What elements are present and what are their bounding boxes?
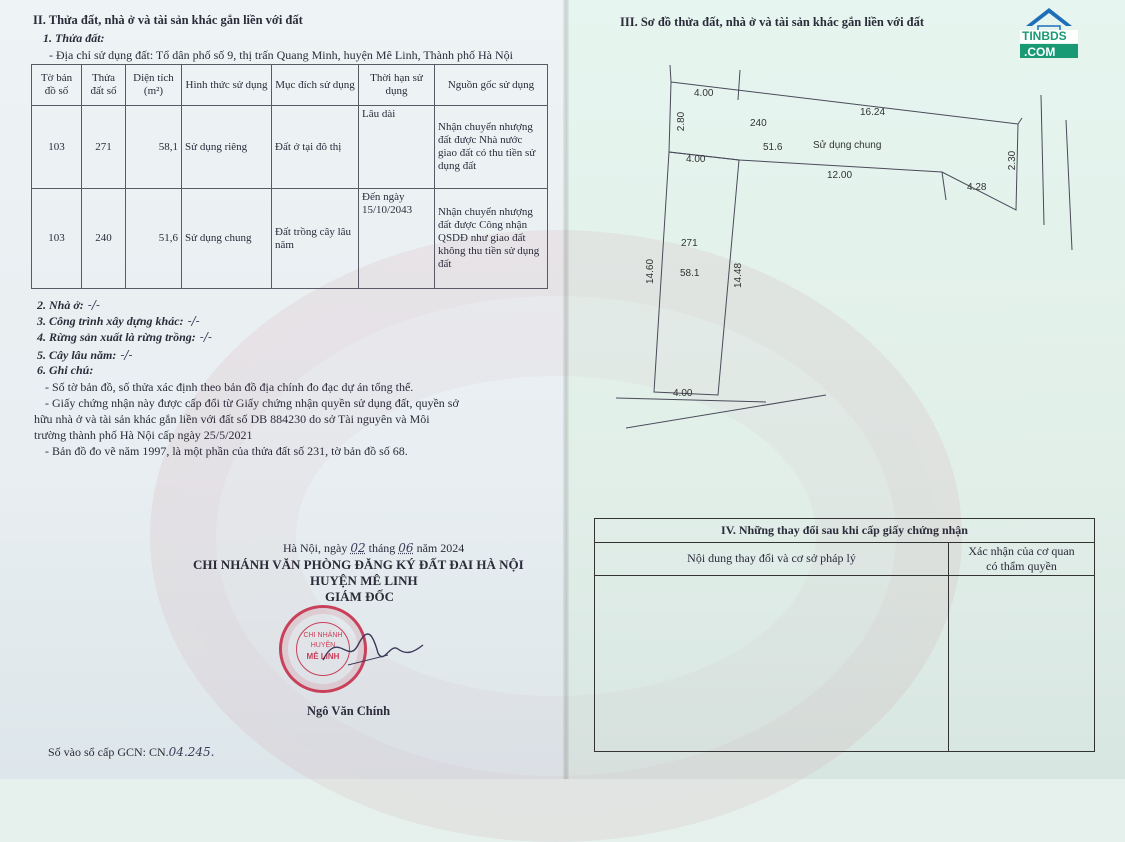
note-line: trường thành phố Hà Nội cấp ngày 25/5/2021 — [34, 428, 253, 442]
land-address: - Địa chỉ sử dụng đất: Tổ dân phố số 9, thị trấn Quang Minh, huyện Mê Linh, Thành phố Hà Nội — [49, 48, 513, 62]
issue-date — [283, 541, 464, 556]
dim-right-small: 2.30 — [1007, 150, 1019, 171]
section-2-title: II. Thửa đất, nhà ở và tài sản khác gắn liền với đất — [33, 13, 303, 27]
dim-top-short: 4.00 — [694, 88, 714, 99]
table-cell: 240 — [82, 189, 126, 289]
item-forest — [37, 328, 212, 346]
table-header: Diện tích (m²) — [126, 65, 182, 106]
parcel-271-area: 58.1 — [680, 268, 700, 279]
parcel-271-number: 271 — [681, 238, 698, 249]
item-label: 2. Nhà ở: — [37, 298, 84, 312]
changes-divider — [948, 542, 949, 751]
note-line: - Bản đồ đo vẽ năm 1997, là một phần của thửa đất số 231, tờ bản đồ số 68. — [45, 444, 408, 458]
parcel-240-usage: Sử dụng chung — [813, 140, 882, 151]
changes-header-row — [595, 542, 1094, 576]
stamp-text: MÊ LINH — [306, 652, 340, 661]
table-cell: Nhận chuyển nhượng đất được Công nhận QSDĐ như giao đất không thu tiền sử dụng đất — [435, 189, 548, 289]
changes-table — [594, 518, 1095, 752]
note-line: - Số tờ bản đồ, số thửa xác định theo bản đồ địa chính đo đạc dự án tổng thể. — [45, 380, 414, 394]
table-cell: 58,1 — [126, 106, 182, 189]
issuing-district: HUYỆN MÊ LINH — [310, 573, 418, 588]
item-perennial — [37, 346, 133, 364]
item-value: -/- — [120, 348, 133, 362]
section-3-title: III. Sơ đồ thửa đất, nhà ở và tài sản khác gắn liền với đất — [620, 15, 925, 29]
dim-left-side: 14.60 — [645, 258, 657, 285]
dim-bottom: 4.00 — [673, 388, 693, 399]
note-line: - Giấy chứng nhận này được cấp đổi từ Giấy chứng nhận quyền sử dụng đất, quyền sở — [45, 396, 459, 410]
land-plot-diagram — [566, 0, 1125, 470]
registration-label: Số vào sổ cấp GCN: CN. — [48, 745, 169, 759]
registration-value: 04.245. — [168, 745, 215, 759]
dim-right-seg: 4.28 — [967, 182, 987, 193]
date-prefix: Hà Nội, ngày — [283, 541, 348, 555]
note-line: hữu nhà ở và tài sản khác gắn liền với đất số DB 884230 do sở Tài nguyên và Môi — [34, 412, 430, 426]
table-header: Hình thức sử dụng — [182, 65, 272, 106]
logo-text-bottom: .COM — [1024, 45, 1056, 59]
table-cell: Lâu dài — [359, 106, 435, 189]
section-4-title: IV. Những thay đổi sau khi cấp giấy chứng nhận — [721, 523, 968, 537]
date-day: 02 — [350, 541, 366, 555]
table-header-row — [32, 65, 548, 106]
issuing-org: CHI NHÁNH VĂN PHÒNG ĐĂNG KÝ ĐẤT ĐAI HÀ NỘI — [193, 557, 524, 572]
changes-title-row — [595, 519, 1094, 543]
table-header: Thời hạn sử dụng — [359, 65, 435, 106]
logo-text-top: TINBDS — [1022, 29, 1067, 43]
table-cell: Sử dụng riêng — [182, 106, 272, 189]
table-cell: 103 — [32, 189, 82, 289]
changes-col-confirm-2: có thẩm quyền — [986, 559, 1057, 573]
signer-name: Ngô Văn Chính — [307, 704, 391, 718]
table-cell: Đất ở tại đô thị — [272, 106, 359, 189]
changes-col-content: Nội dung thay đổi và cơ sở pháp lý — [687, 551, 856, 565]
date-month: 06 — [398, 541, 414, 555]
dim-right-side: 14.48 — [733, 262, 745, 289]
parcel-240-area: 51.6 — [763, 142, 783, 153]
stamp-text: CHI NHÁNH — [303, 632, 343, 639]
dim-mid-width: 4.00 — [686, 154, 706, 165]
item-value: -/- — [87, 298, 100, 312]
changes-col-confirm-1: Xác nhận của cơ quan — [968, 544, 1075, 558]
notes-title: 6. Ghi chú: — [37, 363, 94, 377]
item-value: -/- — [187, 314, 200, 328]
stamp-text: HUYỆN — [310, 642, 336, 649]
item-label: 5. Cây lâu năm: — [37, 348, 117, 362]
dim-left-small: 2.80 — [676, 111, 688, 132]
dim-top-long: 16.24 — [860, 107, 886, 118]
table-row — [32, 106, 548, 189]
table-cell: 103 — [32, 106, 82, 189]
item-value: -/- — [199, 330, 212, 344]
registration-number — [48, 745, 214, 760]
table-cell: 51,6 — [126, 189, 182, 289]
table-cell: Sử dụng chung — [182, 189, 272, 289]
land-table — [31, 64, 548, 289]
table-header: Mục đích sử dụng — [272, 65, 359, 106]
table-cell: Đến ngày 15/10/2043 — [359, 189, 435, 289]
tinbds-logo — [1020, 4, 1078, 62]
table-header: Thửa đất số — [82, 65, 126, 106]
table-cell: 271 — [82, 106, 126, 189]
handwritten-signature — [318, 625, 428, 675]
table-header: Nguồn gốc sử dụng — [435, 65, 548, 106]
subsection-1-title: 1. Thửa đất: — [43, 31, 105, 45]
table-cell: Nhận chuyển nhượng đất được Nhà nước giao đất có thu tiền sử dụng đất — [435, 106, 548, 189]
dim-mid-long: 12.00 — [827, 170, 853, 181]
item-label: 3. Công trình xây dựng khác: — [37, 314, 184, 328]
parcel-240-number: 240 — [750, 118, 767, 129]
table-header: Tờ bản đồ số — [32, 65, 82, 106]
year-label: năm 2024 — [416, 541, 465, 555]
table-cell: Đất trồng cây lâu năm — [272, 189, 359, 289]
signer-role: GIÁM ĐỐC — [325, 589, 394, 604]
item-label: 4. Rừng sản xuất là rừng trồng: — [37, 330, 196, 344]
table-row — [32, 189, 548, 289]
month-label: tháng — [368, 541, 396, 555]
